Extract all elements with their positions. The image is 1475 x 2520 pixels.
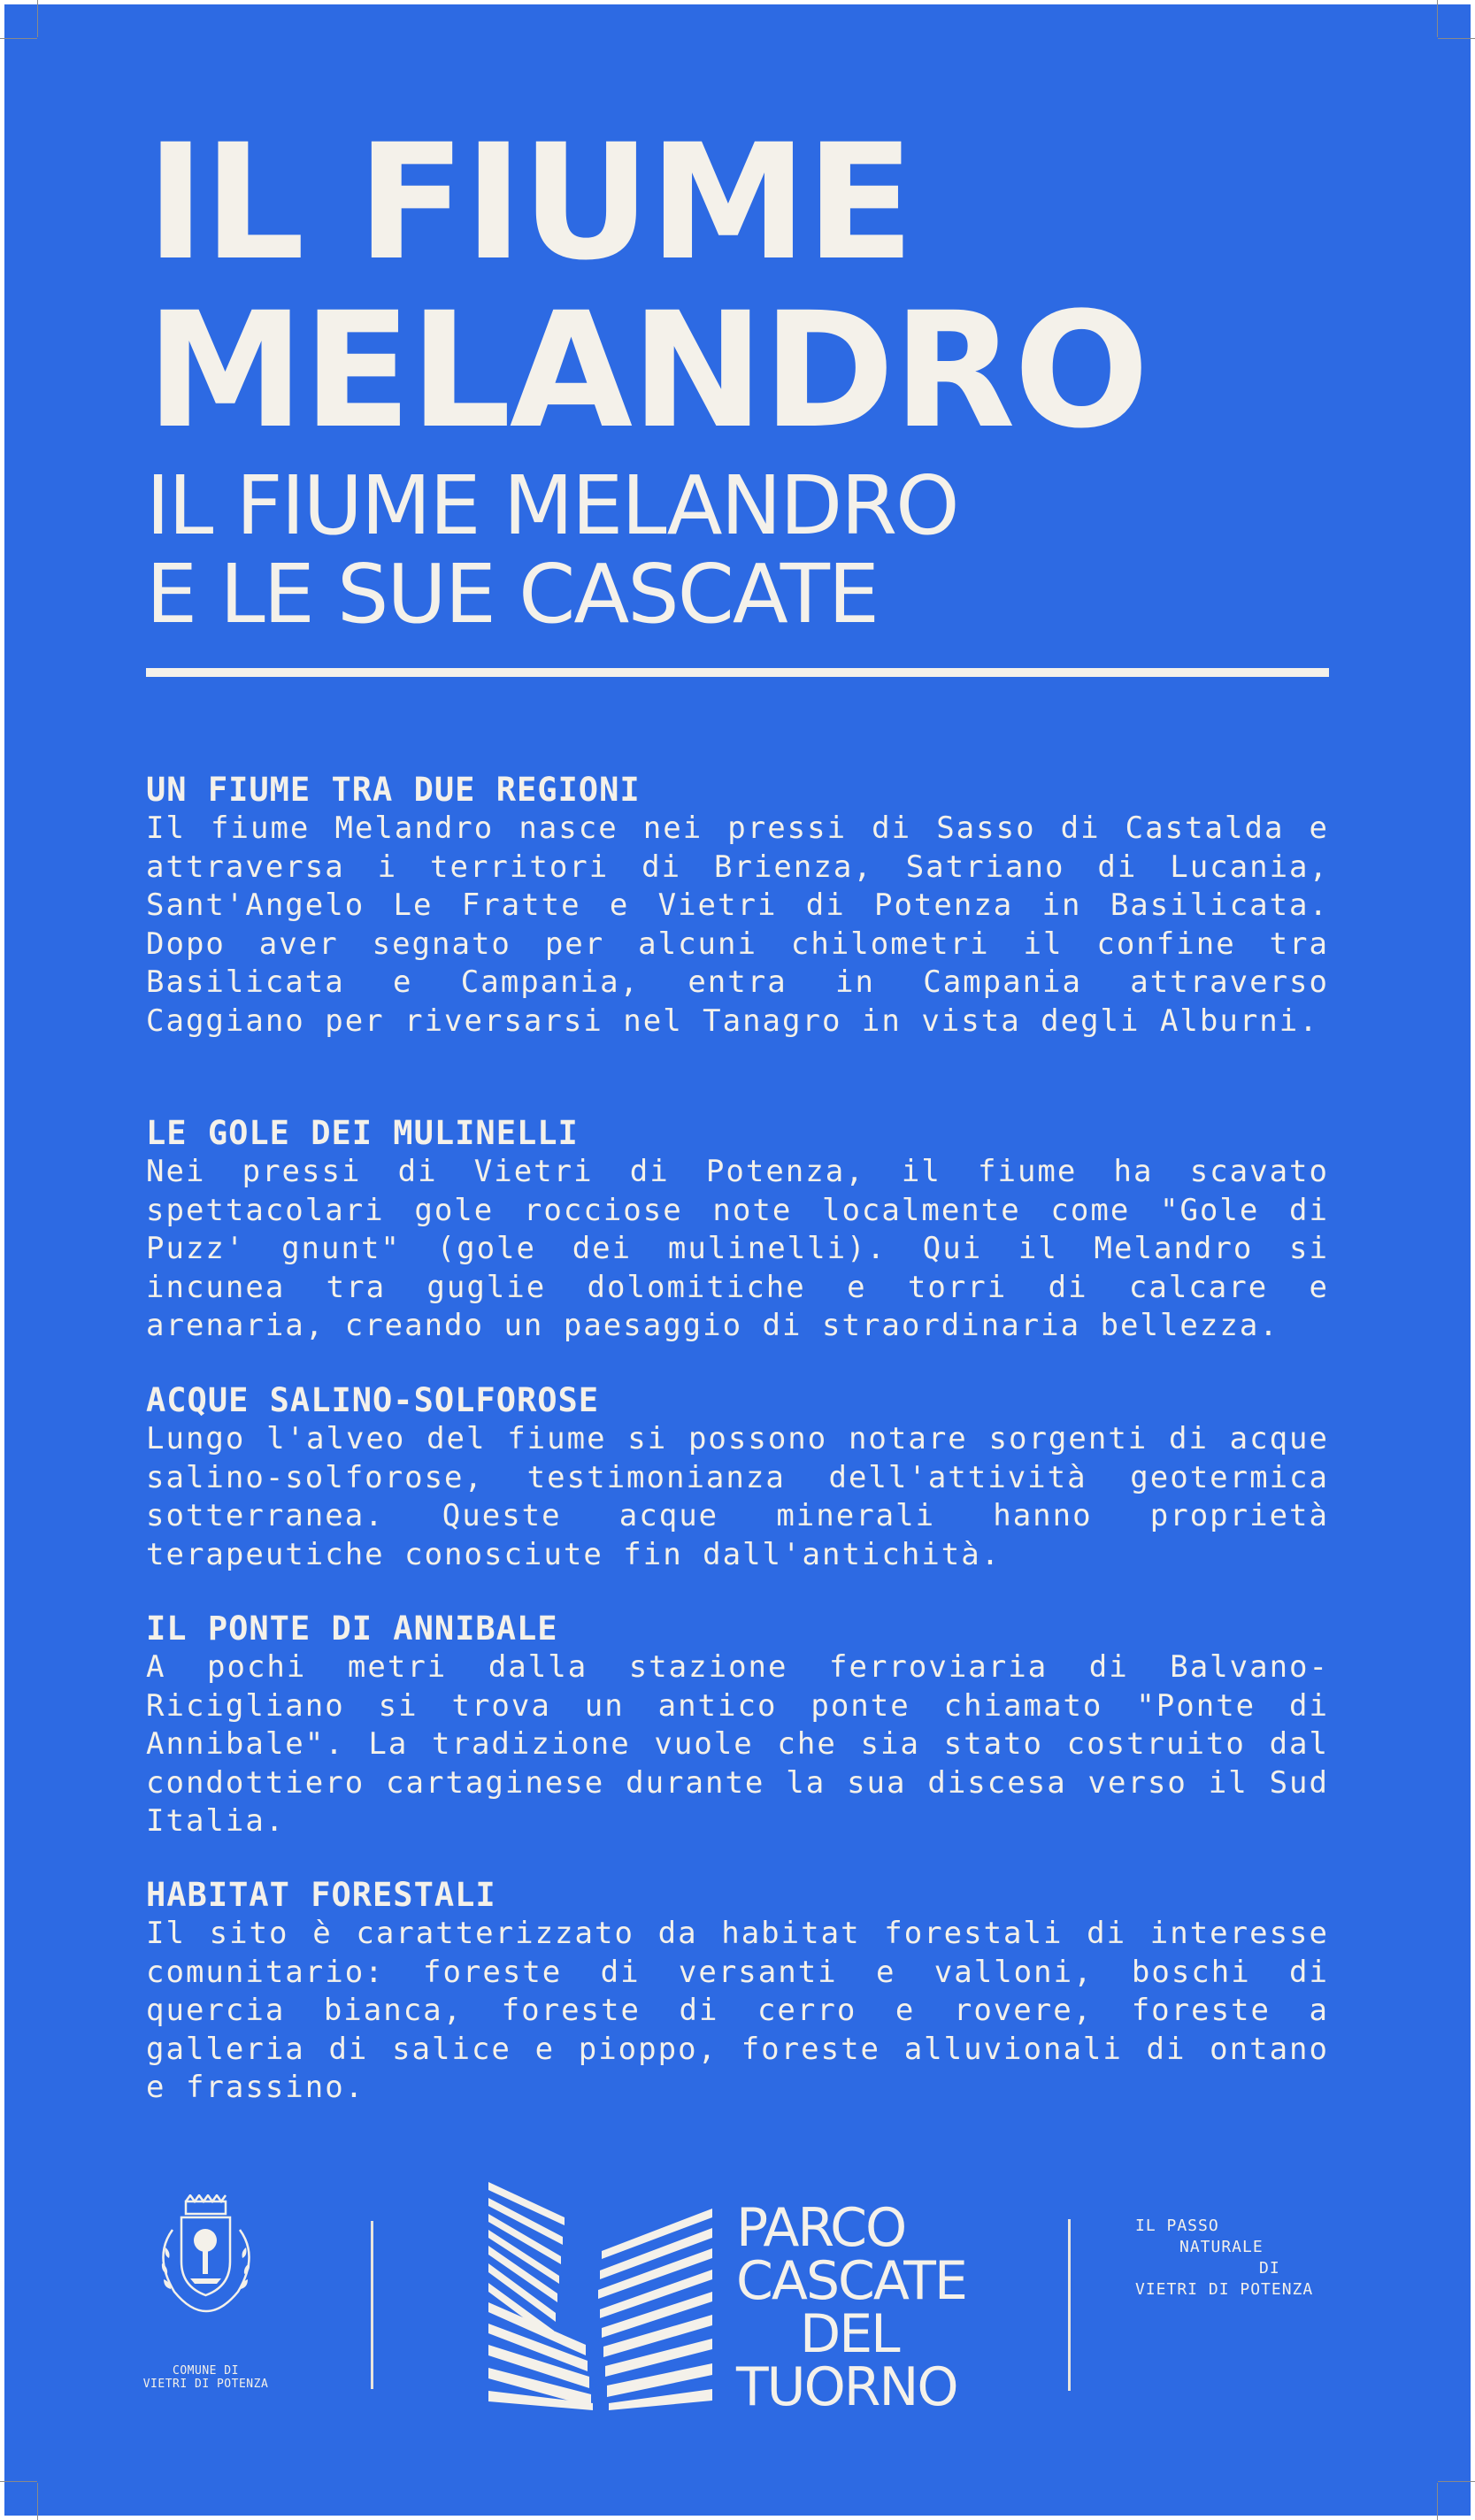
main-title-line-1: IL FIUME — [146, 111, 913, 296]
subtitle-line-1: IL FIUME MELANDRO — [146, 458, 958, 553]
section-heading: HABITAT FORESTALI — [146, 1876, 496, 1914]
crop-mark-top-left-h — [0, 38, 37, 39]
section-body: A pochi metri dalla stazione ferroviaria di Balvano-Ricigliano si trova un antico ponte chiamato "Ponte di Annibale". La tradizione vuole che sia stato costruito dal condottiero cartaginese durante la sua discesa verso il Sud Italia. — [146, 1649, 1329, 1839]
parco-wordmark — [736, 2197, 966, 2418]
crop-mark-bottom-right-v — [1437, 2483, 1438, 2520]
passo-line-3: DI — [1259, 2259, 1280, 2278]
section-fiume-tra-due-regioni — [146, 771, 1329, 1041]
subtitle-line-2: E LE SUE CASCATE — [146, 547, 879, 642]
title-divider — [146, 668, 1329, 677]
section-acque-salino-solforose — [146, 1381, 1329, 1574]
section-ponte-di-annibale — [146, 1610, 1329, 1841]
parco-wordmark-line-4: TUORNO — [736, 2356, 957, 2418]
main-title-line-2: MELANDRO — [146, 279, 1148, 464]
crest-caption-line-1: COMUNE DI — [173, 2364, 239, 2378]
main-title — [146, 111, 1385, 464]
parco-logo-mark-icon — [487, 2182, 712, 2410]
section-gole-dei-mulinelli — [146, 1114, 1329, 1346]
crest-caption — [133, 2364, 279, 2391]
section-heading: LE GOLE DEI MULINELLI — [146, 1114, 579, 1152]
section-heading: IL PONTE DI ANNIBALE — [146, 1610, 558, 1648]
passo-line-1: IL PASSO — [1135, 2217, 1219, 2235]
passo-naturale-text — [1135, 2216, 1330, 2301]
crop-mark-top-left-v — [37, 0, 38, 37]
footer-divider-right — [1068, 2219, 1071, 2391]
crop-mark-top-right-h — [1438, 38, 1475, 39]
section-heading: ACQUE SALINO-SOLFOROSE — [146, 1381, 600, 1419]
crop-mark-bottom-left-v — [37, 2483, 38, 2520]
parco-wordmark-line-3: DEL — [800, 2303, 899, 2365]
crop-mark-bottom-left-h — [0, 2481, 37, 2482]
section-heading: UN FIUME TRA DUE REGIONI — [146, 771, 641, 809]
section-body: Il fiume Melandro nasce nei pressi di Sasso di Castalda e attraversa i territori di Brienza, Satriano di Lucania, Sant'Angelo Le Fratte e Vietri di Potenza in Basilicata. Dopo aver segnato per alcuni chilometri il confine tra Basilicata e Campania, entra in Campania attraverso Caggiano per riversarsi nel Tanagro in vista degli Alburni. — [146, 811, 1329, 1039]
section-body: Nei pressi di Vietri di Potenza, il fiume ha scavato spettacolari gole rocciose note localmente come "Gole di Puzz' gnunt" (gole dei mulinelli). Qui il Melandro si incunea tra guglie dolomitiche e torri di calcare e arenaria, creando un paesaggio di straordinaria bellezza. — [146, 1154, 1329, 1343]
crest-caption-line-2: VIETRI DI POTENZA — [142, 2378, 269, 2391]
parco-wordmark-line-2: CASCATE — [736, 2250, 966, 2312]
footer-divider-left — [371, 2221, 373, 2389]
parco-wordmark-line-1: PARCO — [736, 2197, 906, 2259]
municipal-crest-icon — [146, 2194, 265, 2318]
subtitle — [146, 458, 1385, 642]
section-body: Il sito è caratterizzato da habitat forestali di interesse comunitario: foreste di versanti e valloni, boschi di quercia bianca, foreste di cerro e rovere, foreste a galleria di salice e pioppo, foreste alluvionali di ontano e frassino. — [146, 1916, 1329, 2105]
passo-line-2: NATURALE — [1179, 2238, 1264, 2256]
passo-line-4: VIETRI DI POTENZA — [1135, 2280, 1314, 2299]
crop-mark-bottom-right-h — [1438, 2481, 1475, 2482]
section-habitat-forestali — [146, 1876, 1329, 2108]
section-body: Lungo l'alveo del fiume si possono notare sorgenti di acque salino-solforose, testimonianza dell'attività geotermica sotterranea. Queste acque minerali hanno proprietà terapeutiche conosciute fin dall'antichità. — [146, 1421, 1329, 1572]
crop-mark-top-right-v — [1437, 0, 1438, 37]
